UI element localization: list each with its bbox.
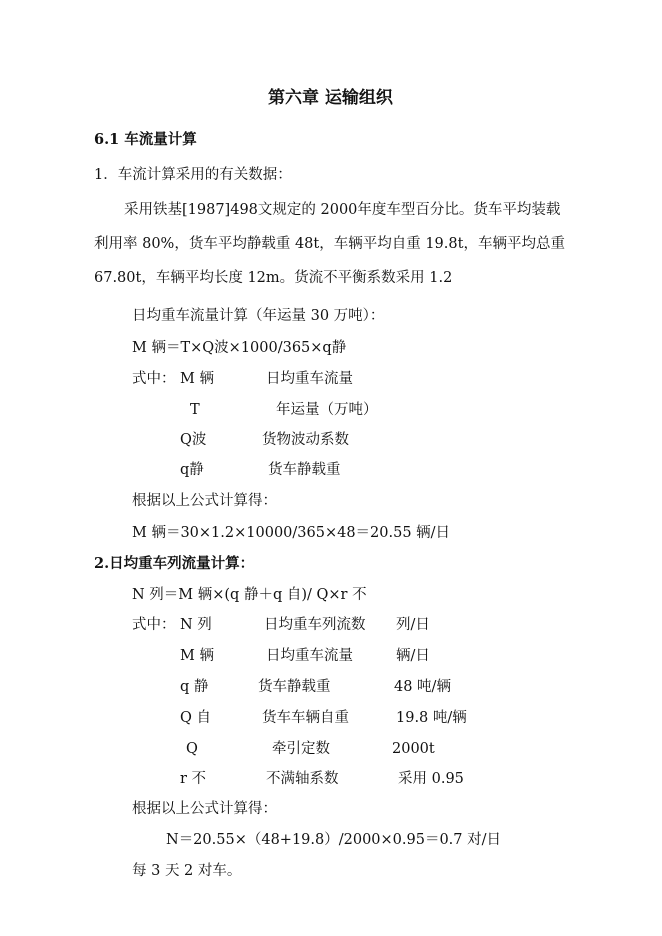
- item1-def-description: 货物波动系数: [262, 432, 349, 448]
- item2-def-value: 48 吨/辆: [394, 679, 451, 695]
- item1-where-label: 式中：: [132, 371, 176, 387]
- item2-def-symbol: r 不: [180, 771, 207, 787]
- item2-def-description: 牵引定数: [272, 741, 330, 757]
- item2-formula: N 列＝M 辆×(q 静＋q 自)/ Q×r 不: [132, 587, 367, 603]
- item1-def-symbol: Q波: [180, 432, 207, 448]
- item1-def-description: 日均重车流量: [266, 371, 353, 387]
- item2-result: N＝20.55×（48+19.8）/2000×0.95＝0.7 对/日: [166, 832, 502, 848]
- item2-def-description: 货车静载重: [258, 679, 331, 695]
- item2-heading: 2.日均重车列流量计算：: [94, 555, 255, 572]
- item1-def-symbol: T: [190, 402, 200, 418]
- item2-def-description: 不满轴系数: [266, 771, 339, 787]
- item2-def-description: 日均重车流量: [266, 648, 353, 664]
- item2-def-symbol: q 静: [180, 679, 209, 695]
- item2-def-symbol: Q: [186, 741, 198, 757]
- item2-def-description: 日均重车列流数: [264, 617, 366, 633]
- item1-def-symbol: M 辆: [180, 371, 214, 387]
- item2-def-value: 2000t: [392, 741, 435, 757]
- item1-formula: M 辆＝T×Q波×1000/365×q静: [132, 340, 347, 356]
- item2-def-symbol: N 列: [180, 617, 212, 633]
- item1-def-description: 货车静载重: [268, 462, 341, 478]
- item1-heading: 1．车流计算采用的有关数据：: [94, 167, 292, 183]
- item2-def-symbol: Q 自: [180, 710, 211, 726]
- item2-def-value: 列/日: [396, 617, 430, 633]
- item1-paragraph-line-3: 67.80t，车辆平均长度 12m。货流不平衡系数采用 1.2: [94, 270, 453, 286]
- section-heading-6-1: 6.1 车流量计算: [94, 131, 197, 148]
- item1-def-symbol: q静: [180, 462, 204, 478]
- item2-def-value: 采用 0.95: [398, 771, 464, 787]
- item2-def-value: 19.8 吨/辆: [396, 710, 467, 726]
- item2-def-description: 货车车辆自重: [262, 710, 349, 726]
- item2-conclusion: 每 3 天 2 对车。: [132, 863, 242, 879]
- item2-def-symbol: M 辆: [180, 648, 214, 664]
- item1-def-description: 年运量（万吨）: [276, 402, 378, 418]
- item2-def-value: 辆/日: [396, 648, 430, 664]
- item1-result-intro: 根据以上公式计算得：: [132, 493, 277, 509]
- item1-paragraph-line-2: 利用率 80%，货车平均静载重 48t，车辆平均自重 19.8t，车辆平均总重: [94, 236, 565, 252]
- chapter-title: 第六章 运输组织: [268, 88, 393, 108]
- item1-result: M 辆＝30×1.2×10000/365×48＝20.55 辆/日: [132, 525, 451, 541]
- item1-paragraph-line-1: 采用铁基[1987]498文规定的 2000年度车型百分比。货车平均装载: [124, 202, 561, 218]
- item1-calc-title: 日均重车流量计算（年运量 30 万吨）：: [132, 308, 385, 324]
- item2-where-label: 式中：: [132, 617, 176, 633]
- item2-result-intro: 根据以上公式计算得：: [132, 801, 277, 817]
